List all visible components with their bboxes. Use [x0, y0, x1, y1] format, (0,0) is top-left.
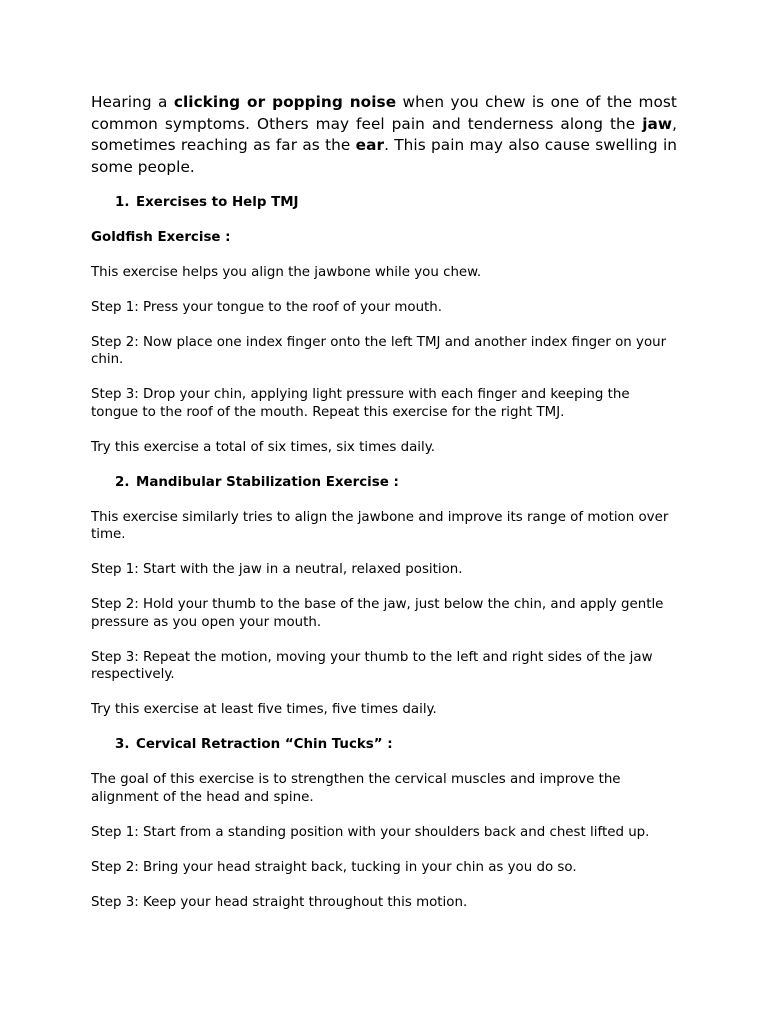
intro-text-1: Hearing a — [91, 93, 174, 111]
mandibular-frequency: Try this exercise at least five times, five times daily. — [91, 702, 437, 718]
intro-paragraph — [91, 92, 677, 179]
section-2-heading — [91, 474, 677, 492]
section-1-number: 1. — [115, 194, 130, 210]
mandibular-step-1: Step 1: Start with the jaw in a neutral, relaxed position. — [91, 562, 463, 578]
section-1-heading — [91, 194, 677, 212]
intro-bold-clicking: clicking or popping noise — [173, 93, 397, 111]
goldfish-step-2: Step 2: Now place one index finger onto the left TMJ and another index finger on your chin. — [91, 334, 667, 368]
mandibular-description: This exercise similarly tries to align the jawbone and improve its range of motion over time. — [91, 509, 669, 543]
goldfish-frequency: Try this exercise a total of six times, six times daily. — [91, 439, 436, 455]
chin-tucks-description: The goal of this exercise is to strengthen the cervical muscles and improve the alignment of the head and spine. — [91, 772, 621, 805]
goldfish-heading: Goldfish Exercise : — [91, 229, 231, 245]
section-2-title: Mandibular Stabilization Exercise : — [136, 474, 399, 490]
chin-tucks-step-3: Step 3: Keep your head straight throughout this motion. — [91, 894, 468, 910]
goldfish-description: This exercise helps you align the jawbone while you chew. — [91, 264, 482, 280]
intro-text-3: , sometimes reaching as far as the — [91, 114, 677, 155]
chin-tucks-step-2: Step 2: Bring your head straight back, tucking in your chin as you do so. — [91, 859, 577, 875]
section-1-title: Exercises to Help TMJ — [136, 194, 299, 210]
mandibular-step-3: Step 3: Repeat the motion, moving your thumb to the left and right sides of the jaw respectively. — [91, 649, 653, 683]
intro-text-2: when you chew is one of the most common symptoms. Others may feel pain and tenderness along the — [91, 93, 677, 133]
chin-tucks-step-1: Step 1: Start from a standing position with your shoulders back and chest lifted up. — [91, 824, 650, 840]
section-2-number: 2. — [115, 474, 130, 490]
mandibular-step-2: Step 2: Hold your thumb to the base of the jaw, just below the chin, and apply gentle pressure as you open your mouth. — [91, 597, 664, 630]
goldfish-step-1: Step 1: Press your tongue to the roof of your mouth. — [91, 299, 443, 315]
section-3-title: Cervical Retraction “Chin Tucks” : — [136, 737, 393, 753]
intro-bold-ear: ear — [355, 136, 385, 155]
intro-bold-jaw: jaw — [642, 114, 673, 133]
goldfish-step-3: Step 3: Drop your chin, applying light pressure with each finger and keeping the tongue to the roof of the mouth. Repeat this exercise for the right TMJ. — [91, 387, 630, 420]
section-3-heading — [91, 736, 677, 754]
document-page — [91, 92, 677, 929]
section-3-number: 3. — [115, 737, 130, 753]
intro-text-4: . This pain may also cause swelling in some people. — [91, 136, 677, 177]
